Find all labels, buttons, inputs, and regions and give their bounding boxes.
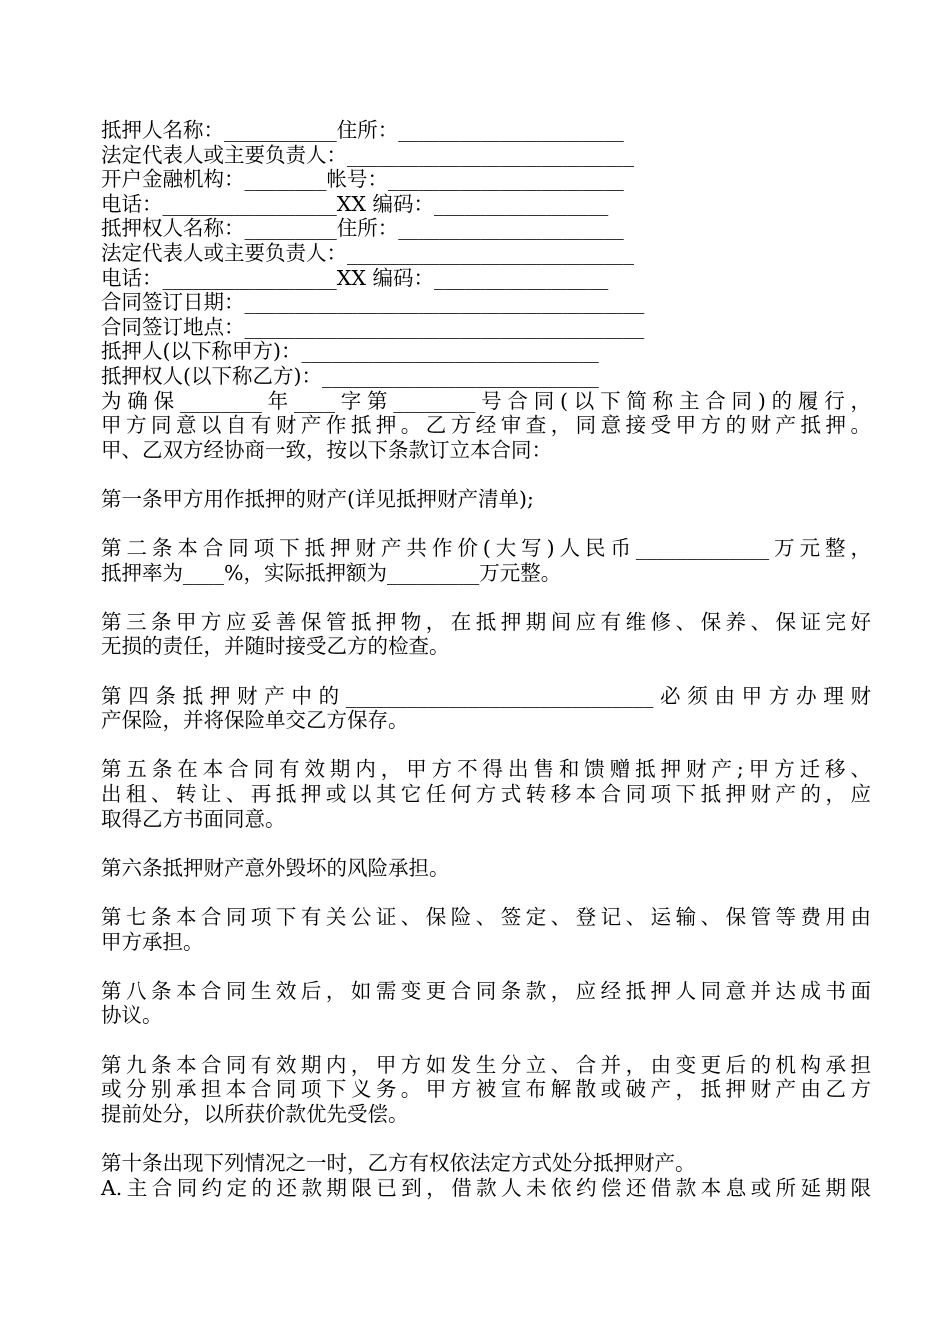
article-9 [101, 1053, 871, 1127]
preamble-line: 甲方同意以自有财产作抵押。乙方经审查，同意接受甲方的财产抵押。 [101, 413, 871, 438]
article-line: 第四条抵押财产中的______________________________必须由甲方办理财 [101, 683, 871, 708]
article-line: 产保险，并将保险单交乙方保存。 [101, 708, 409, 733]
mortgagee-name-line: 抵押权人名称：_________住所：______________________ [101, 216, 624, 241]
preamble-line: 为确保________年____字第________号合同(以下简称主合同)的履行， [101, 388, 871, 413]
article-line: 第八条本合同生效后，如需变更合同条款，应经抵押人同意并达成书面 [101, 978, 871, 1003]
article-4 [101, 684, 871, 733]
article-3 [101, 610, 871, 659]
article-1 [101, 487, 871, 512]
mortgagor-bank-line: 开户金融机构：________帐号：_______________________ [101, 167, 624, 192]
article-line: 第七条本合同项下有关公证、保险、签定、登记、运输、保管等费用由 [101, 905, 871, 929]
article-line: 第六条抵押财产意外毁坏的风险承担。 [101, 855, 450, 880]
article-7 [101, 905, 871, 954]
signing-date-line: 合同签订日期：_______________________________________ [101, 290, 645, 315]
article-line: A.主合同约定的还款期限已到，借款人未依约偿还借款本息或所延期限 [101, 1175, 871, 1200]
article-8 [101, 979, 871, 1028]
article-line: 无损的责任，并随时接受乙方的检查。 [101, 634, 450, 659]
article-2 [101, 536, 871, 585]
article-line: 第九条本合同有效期内，甲方如发生分立、合并，由变更后的机构承担 [101, 1052, 871, 1077]
mortgagee-representative-line: 法定代表人或主要负责人：____________________________ [101, 240, 634, 265]
mortgagor-representative-line: 法定代表人或主要负责人：____________________________ [101, 142, 634, 167]
article-line: 抵押率为____%，实际抵押额为_________万元整。 [101, 560, 562, 585]
contract-document [101, 118, 871, 1200]
signing-place-line: 合同签订地点：_______________________________________ [101, 314, 645, 339]
article-line: 第三条甲方应妥善保管抵押物，在抵押期间应有维修、保养、保证完好 [101, 609, 871, 634]
article-line: 协议。 [101, 1003, 163, 1028]
party-b-line: 抵押权人(以下称乙方)：___________________________ [101, 363, 599, 388]
mortgagee-phone-line: 电话：_________________XX 编码：_________________ [101, 265, 609, 290]
article-line: 第五条在本合同有效期内，甲方不得出售和馈赠抵押财产;甲方迁移、 [101, 757, 871, 782]
party-a-line: 抵押人(以下称甲方)：_____________________________ [101, 339, 599, 364]
article-line: 第十条出现下列情况之一时，乙方有权依法定方式处分抵押财产。 [101, 1150, 696, 1175]
preamble [101, 389, 871, 463]
article-line: 出租、转让、再抵押或以其它任何方式转移本合同项下抵押财产的，应 [101, 782, 871, 807]
article-line: 第一条甲方用作抵押的财产(详见抵押财产清单); [101, 486, 534, 511]
header-fields [101, 118, 871, 389]
preamble-line: 甲、乙双方经协商一致，按以下条款订立本合同： [101, 437, 552, 462]
article-line: 第二条本合同项下抵押财产共作价(大写)人民币_____________万元整， [101, 536, 871, 561]
mortgagor-name-line: 抵押人名称：___________住所：______________________ [101, 118, 624, 142]
article-6 [101, 856, 871, 881]
mortgagor-phone-line: 电话：_________________XX 编码：_________________ [101, 191, 609, 216]
article-line: 提前处分，以所获价款优先受偿。 [101, 1101, 409, 1126]
article-10 [101, 1151, 871, 1200]
article-line: 甲方承担。 [101, 929, 204, 954]
article-line: 取得乙方书面同意。 [101, 806, 286, 831]
article-line: 或分别承担本合同项下义务。甲方被宣布解散或破产，抵押财产由乙方 [101, 1077, 871, 1102]
article-5 [101, 757, 871, 831]
